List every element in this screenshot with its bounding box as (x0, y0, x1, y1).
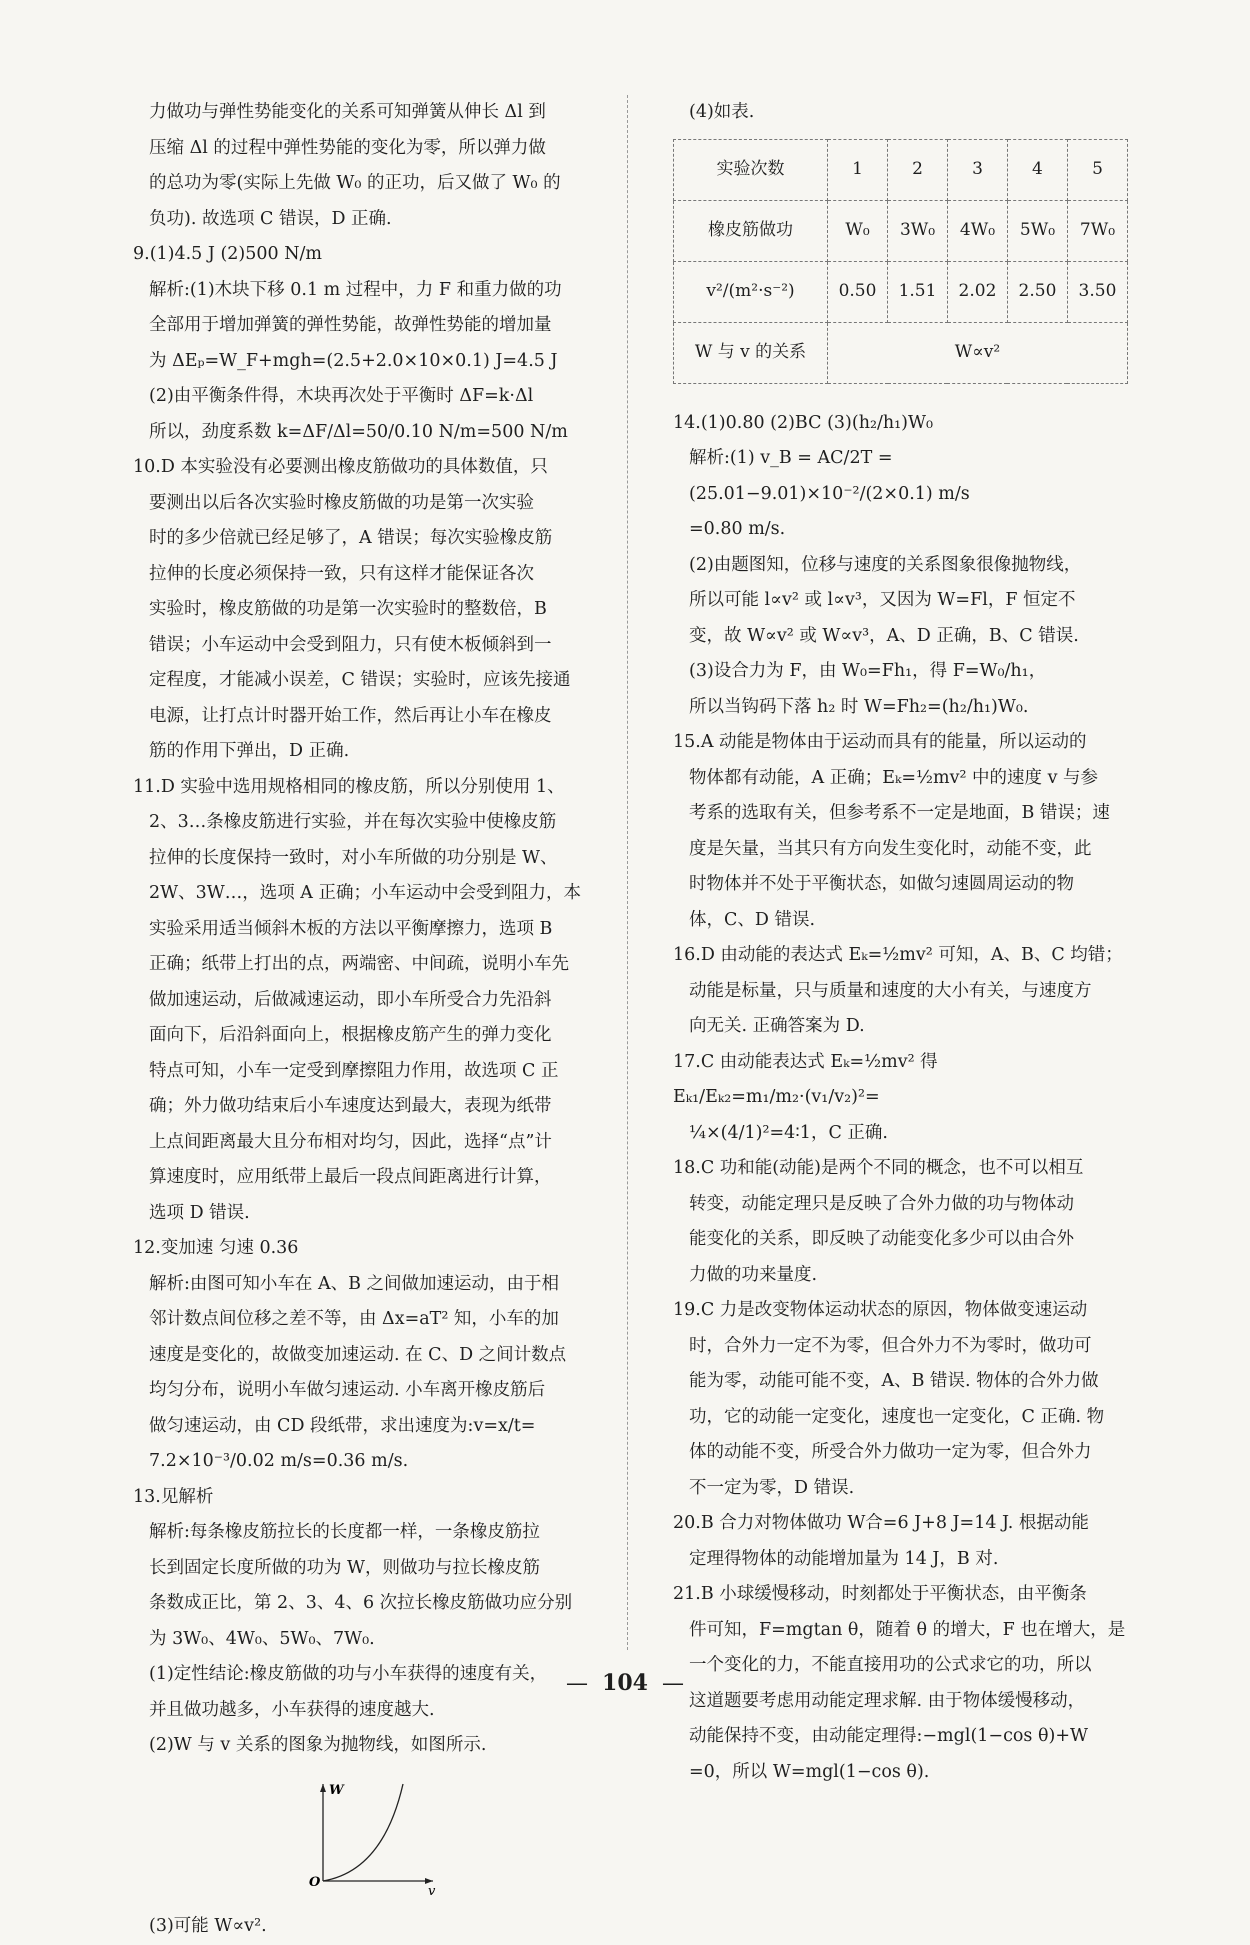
right_column-line: 动能是标量，只与质量和速度的大小有关，与速度方 (689, 980, 1092, 1001)
left_column-line: 算速度时，应用纸带上最后一段点间距离进行计算， (149, 1167, 552, 1187)
table-cell: 5W₀ (1007, 200, 1067, 261)
left_column-line: 11.D 实验中选用规格相同的橡皮筋，所以分别使用 1、 (133, 776, 565, 797)
left-tail-line: (3)可能 W∝v². (149, 1916, 267, 1936)
right_column-line: 力做的功来量度. (689, 1264, 818, 1285)
right_column-line: 功，它的动能一定变化，速度也一定变化，C 正确. 物 (689, 1406, 1105, 1427)
right_column-line: 一个变化的力，不能直接用功的公式求它的功，所以 (689, 1655, 1092, 1675)
left_column-line: 正确；纸带上打出的点，两端密、中间疏，说明小车先 (149, 954, 569, 974)
table-cell: 3W₀ (888, 200, 948, 261)
left_column-line: 7.2×10⁻³/0.02 m/s=0.36 m/s. (149, 1451, 409, 1471)
left_column-line: 9.(1)4.5 J (2)500 N/m (133, 244, 323, 264)
right_column-line: 这道题要考虑用动能定理求解. 由于物体缓慢移动， (689, 1690, 1086, 1711)
left_column-line: (1)定性结论:橡皮筋做的功与小车获得的速度有关， (149, 1664, 548, 1684)
right_column-line: 时物体并不处于平衡状态，如做匀速圆周运动的物 (689, 874, 1074, 894)
table-row-counts (674, 139, 1128, 200)
left_column-line: 压缩 Δl 的过程中弹性势能的变化为零，所以弹力做 (149, 137, 546, 158)
right_column-line: 不一定为零，D 错误. (689, 1477, 855, 1498)
right_column-line: 向无关. 正确答案为 D. (689, 1016, 865, 1036)
left_column-line: 并且做功越多，小车获得的速度越大. (149, 1699, 435, 1720)
table-cell: 1.51 (888, 261, 948, 322)
right_column-line: 17.C 由动能表达式 Eₖ=½mv² 得 Eₖ₁/Eₖ₂=m₁/m₂·(v₁/v₂)²= (673, 1051, 938, 1107)
table-row-work (674, 200, 1128, 261)
table-cell: 0.50 (828, 261, 888, 322)
left_column-line: 错误；小车运动中会受到阻力，只有使木板倾斜到一 (149, 634, 552, 655)
right_column-line: 变，故 W∝v² 或 W∝v³，A、D 正确，B、C 错误. (689, 625, 1079, 646)
left_column-line: 上点间距离最大且分布相对均匀，因此，选择“点”计 (149, 1131, 552, 1152)
left_column-line: (2)由平衡条件得，木块再次处于平衡时 ΔF=k·Δl (149, 386, 534, 406)
left-column (133, 95, 613, 1945)
right_column-line: 时，合外力一定不为零，但合外力不为零时，做功可 (689, 1335, 1092, 1356)
right-column (673, 95, 1133, 1790)
left_column-line: 12.变加速 匀速 0.36 (133, 1238, 299, 1258)
left_column-line: 面向下，后沿斜面向上，根据橡皮筋产生的弹力变化 (149, 1025, 552, 1045)
left_column-line: 解析:(1)木块下移 0.1 m 过程中，力 F 和重力做的功 (149, 279, 562, 300)
table-cell: 2.02 (947, 261, 1007, 322)
left_column-line: 电源，让打点计时器开始工作，然后再让小车在橡皮 (149, 705, 552, 726)
table-row-v2 (674, 261, 1128, 322)
right_column-line: 考系的选取有关，但参考系不一定是地面，B 错误；速 (689, 803, 1110, 823)
left_column-line: 长到固定长度所做的功为 W，则做功与拉长橡皮筋 (149, 1557, 541, 1578)
table-cell: 7W₀ (1067, 200, 1127, 261)
right_column-line: 14.(1)0.80 (2)BC (3)(h₂/h₁)W₀ (673, 412, 933, 433)
right_column-line: 能变化的关系，即反映了动能变化多少可以由合外 (689, 1229, 1074, 1249)
left_column-line: 实验采用适当倾斜木板的方法以平衡摩擦力，选项 B (149, 918, 553, 939)
left_column-line: (2)W 与 v 关系的图象为抛物线，如图所示. (149, 1735, 487, 1755)
right_column-line: 体，C、D 错误. (689, 909, 816, 930)
relation-cell: W∝v² (828, 322, 1128, 383)
row-label: v²/(m²·s⁻²) (674, 261, 828, 322)
left_column-line: 特点可知，小车一定受到摩擦阻力作用，故选项 C 正 (149, 1060, 559, 1081)
y-arrow (320, 1784, 326, 1792)
left_column-line: 2W、3W…，选项 A 正确；小车运动中会受到阻力，本 (149, 883, 582, 903)
right_column-line: 19.C 力是改变物体运动状态的原因，物体做变速运动 (673, 1300, 1088, 1320)
row-label: 实验次数 (674, 139, 828, 200)
left_column-line: 力做功与弹性势能变化的关系可知弹簧从伸长 Δl 到 (149, 102, 546, 122)
table-cell: 4W₀ (947, 200, 1007, 261)
left_column-line: 为 ΔEₚ=W_F+mgh=(2.5+2.0×10×0.1) J=4.5 J (149, 350, 558, 371)
left_column-line: 解析:每条橡皮筋拉长的长度都一样，一条橡皮筋拉 (149, 1522, 540, 1542)
table-cell: W₀ (828, 200, 888, 261)
left_column-line: 负功). 故选项 C 错误，D 正确. (149, 208, 392, 229)
right_column-line: =0，所以 W=mgl(1−cos θ). (689, 1761, 930, 1782)
right_column-line: 15.A 动能是物体由于运动而具有的能量，所以运动的 (673, 732, 1087, 752)
left_column-line: 均匀分布，说明小车做匀速运动. 小车离开橡皮筋后 (149, 1380, 546, 1400)
origin-label: O (309, 1874, 321, 1890)
right_column-line: 16.D 由动能的表达式 Eₖ=½mv² 可知，A、B、C 均错； (673, 945, 1123, 965)
w-v-graph (303, 1776, 613, 1910)
table-cell: 1 (828, 139, 888, 200)
parabola-graph-svg (303, 1776, 443, 1896)
right_column-line: =0.80 m/s. (689, 519, 786, 539)
left_column-line: 拉伸的长度必须保持一致，只有这样才能保证各次 (149, 563, 534, 584)
table-cell: 4 (1007, 139, 1067, 200)
left_column-line: 做匀速运动，由 CD 段纸带，求出速度为:v=x/t= (149, 1415, 536, 1436)
right_column-line: 所以可能 l∝v² 或 l∝v³，又因为 W=Fl，F 恒定不 (689, 590, 1076, 610)
right_column-line: 动能保持不变，由动能定理得:−mgl(1−cos θ)+W (689, 1726, 1088, 1746)
table-cell: 2 (888, 139, 948, 200)
y-axis-label: W (329, 1782, 344, 1798)
right_column-line: 21.B 小球缓慢移动，时刻都处于平衡状态，由平衡条 (673, 1584, 1087, 1604)
right_column-line: ¼×(4/1)²=4∶1，C 正确. (689, 1122, 888, 1143)
left_column-line: 速度是变化的，故做变加速运动. 在 C、D 之间计数点 (149, 1344, 567, 1365)
right_column-line: 20.B 合力对物体做功 W合=6 J+8 J=14 J. 根据动能 (673, 1513, 1089, 1533)
table-cell: 2.50 (1007, 261, 1067, 322)
left_column-line: 实验时，橡皮筋做的功是第一次实验时的整数倍，B (149, 599, 547, 619)
left_column-line: 13.见解析 (133, 1486, 214, 1507)
left_column-line: 要测出以后各次实验时橡皮筋做的功是第一次实验 (149, 492, 534, 513)
left_column-line: 所以，劲度系数 k=ΔF/Δl=50/0.10 N/m=500 N/m (149, 421, 568, 442)
left_column-line: 选项 D 错误. (149, 1202, 250, 1223)
table-cell: 5 (1067, 139, 1127, 200)
x-axis-label: v (428, 1883, 436, 1896)
left_column-line: 定程度，才能减小误差，C 错误；实验时，应该先接通 (149, 670, 571, 690)
page-number: — 104 — (566, 1670, 684, 1696)
table-cell: 3.50 (1067, 261, 1127, 322)
left_column-line: 邻计数点间位移之差不等，由 Δx=aT² 知，小车的加 (149, 1309, 559, 1329)
table-row-relation (674, 322, 1128, 383)
left_column-line: 拉伸的长度保持一致时，对小车所做的功分别是 W、 (149, 847, 558, 868)
right_column-line: 能为零，动能可能不变，A、B 错误. 物体的合外力做 (689, 1371, 1099, 1391)
right_column-line: (2)由题图知，位移与速度的关系图象很像抛物线， (689, 554, 1082, 575)
right_column-line: 所以当钩码下落 h₂ 时 W=Fh₂=(h₂/h₁)W₀. (689, 696, 1029, 717)
row-label: W 与 v 的关系 (674, 322, 828, 383)
left_column-line: 解析:由图可知小车在 A、B 之间做加速运动，由于相 (149, 1273, 560, 1294)
parabola-curve (323, 1784, 403, 1881)
right_column-line: 物体都有动能，A 正确；Eₖ=½mv² 中的速度 v 与参 (689, 767, 1099, 788)
left_column-line: 的总功为零(实际上先做 W₀ 的正功，后又做了 W₀ 的 (149, 173, 561, 193)
left_column-line: 2、3…条橡皮筋进行实验，并在每次实验中使橡皮筋 (149, 812, 557, 832)
table-cell: 3 (947, 139, 1007, 200)
left_column-line: 确；外力做功结束后小车速度达到最大，表现为纸带 (149, 1096, 552, 1116)
column-divider (627, 95, 628, 1650)
left_column-line: 时的多少倍就已经足够了，A 错误；每次实验橡皮筋 (149, 528, 553, 548)
right_column-line: 体的动能不变，所受合外力做功一定为零，但合外力 (689, 1442, 1092, 1462)
row-label: 橡皮筋做功 (674, 200, 828, 261)
left_column-line: 筋的作用下弹出，D 正确. (149, 741, 350, 761)
experiment-table (673, 139, 1128, 384)
right_column-line: 度是矢量，当其只有方向发生变化时，动能不变，此 (689, 838, 1092, 859)
left_column-line: 为 3W₀、4W₀、5W₀、7W₀. (149, 1628, 375, 1649)
left_column-line: 全部用于增加弹簧的弹性势能，故弹性势能的增加量 (149, 315, 552, 335)
right_column-line: 解析:(1) v_B = AC/2T = (25.01−9.01)×10⁻²/(2×0.1) m/s (689, 448, 970, 504)
left_column-line: 条数成正比，第 2、3、4、6 次拉长橡皮筋做功应分别 (149, 1593, 573, 1613)
right_column-line: 18.C 功和能(动能)是两个不同的概念，也不可以相互 (673, 1158, 1084, 1178)
right_column-line: (3)设合力为 F，由 W₀=Fh₁，得 F=W₀/h₁， (689, 661, 1047, 681)
right_column-line: 转变，动能定理只是反映了合外力做的功与物体动 (689, 1193, 1074, 1214)
left_column-line: 做加速运动，后做减速运动，即小车所受合力先沿斜 (149, 989, 552, 1010)
right_column-line: 件可知，F=mgtan θ，随着 θ 的增大，F 也在增大，是 (689, 1619, 1126, 1640)
left_column-line: 10.D 本实验没有必要测出橡皮筋做功的具体数值，只 (133, 457, 548, 477)
right_column-line: 定理得物体的动能增加量为 14 J，B 对. (689, 1548, 999, 1569)
table-intro: (4)如表. (689, 102, 755, 122)
